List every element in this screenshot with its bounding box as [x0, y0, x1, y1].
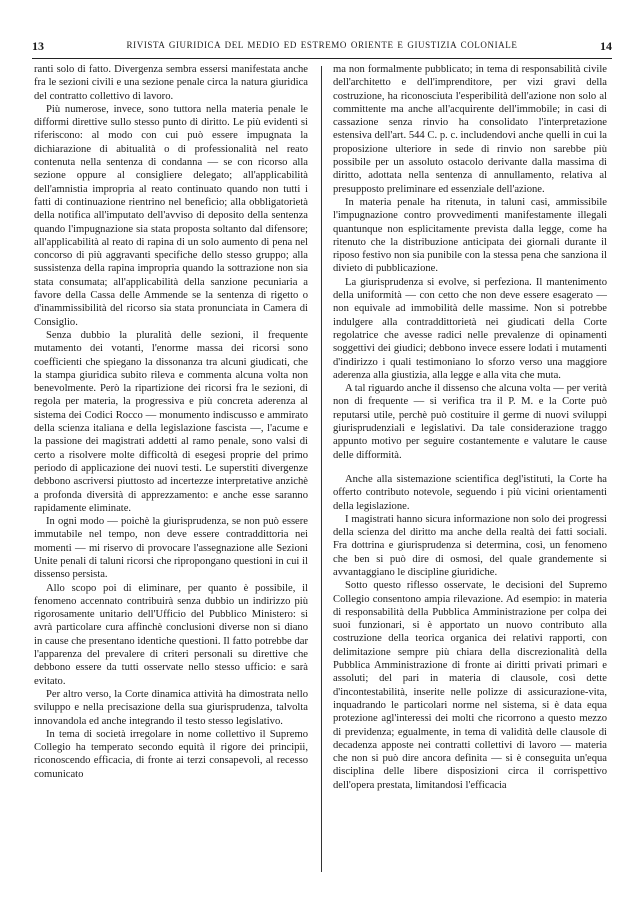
paragraph: In ogni modo — poichè la giurisprudenza, se non può essere immutabile nel tempo, non deve essere contraddittoria nei momenti — mi riservo di provocare l'assegnazione alle Sezioni Unite penali di taluni ricorsi che ripropongano questioni in cui il dissenso persista. — [34, 516, 308, 581]
paragraph: ma non formalmente pubblicato; in tema di responsabilità civile dell'architetto e dell'imprenditore, per vizi gravi della costruzione, ha riconosciuta l'esperibilità dell'azione non solo al committente ma anche all'acquirente dell'immobile; in casi di cassazione senza rinvio ha consolidato l'interpretazione estensiva dell'art. 544 C. p. c. includendovi anche quelli in cui la proposizione ulteriore in sede di rinvio non sarebbe più possibile per un assoluto ostacolo derivante dalla massima di diritto, adottata nella sentenza di annullamento, relativa al presupposto preliminare ed essenziale dell'azione. — [333, 64, 607, 195]
paragraph: Sotto questo riflesso osservate, le decisioni del Supremo Collegio consentono ampia rilevazione. Ad esempio: in materia di responsabilità della Pubblica Amministrazione per colpa dei suoi funzionari, si è apportato un nuovo contributo alla costruzione della teorica organica dei relativi rapporti, con delimitazione sempre più chiara della discrezionalità della Pubblica Amministrazione di fronte ai diritti privati primari e assoluti; del pari in materia di clausole, così dette d'incontestabilità, inserite nelle polizze di assicurazione-vita, inquadrando le particolari norme nel sistema, si è data equa protezione agl'interessi dei molti che ricorrono a questo mezzo di previdenza; egualmente, in tema di validità delle clausole di decadenza apposte nei contratti collettivi di lavoro — materia che non si può dire ancora definita — si è conseguita un'equa disciplina delle libere disposizioni circa il corrispettivo dell'opera prestata, limitandosi l'efficacia — [333, 580, 607, 791]
right-column — [333, 63, 607, 883]
paragraph: Allo scopo poi di eliminare, per quanto è possibile, il fenomeno accennato contribuirà senza dubbio un indirizzo più rigorosamente unitario dell'Ufficio del Pubblico Ministero: si avrà particolare cura affinchè conclusioni diverse non si diano in cause che presentano identiche questioni. Il fatto potrebbe dar l'apparenza del prevalere di criteri personali su direttive che debbono essere da tutti osservate nello stesso ufficio: e sarà evitato. — [34, 582, 308, 687]
left-column — [34, 63, 308, 883]
paragraph: Più numerose, invece, sono tuttora nella materia penale le difformi direttive sullo stesso punto di diritto. Le più evidenti si riferiscono: al modo con cui può essere impugnata la dichiarazione di abitualità o di professionalità nel reato contenuta nella sentenza di condanna — se con ricorso alla sezione oppure al consigliere delegato; all'applicabilità dell'amnistia impropria al reato continuato quando non tutti i fatti di continuazione rientrino nel beneficio; alla obbligatorietà della notifica all'imputato dell'avviso di deposito della sentenza quando l'impugnazione sia stata proposta soltanto dal difensore; all'applicabilità al reato di rapina di un solo aumento di pena nel concorso di più aggravanti specifiche dello stesso gruppo; alla sussistenza della rapina impropria quando la sottrazione non sia stata consumata; all'applicabilità della sanzione pecuniaria a favore della Cassa delle Ammende se la sentenza di rigetto o d'inammissibilità del ricorso sia stata pronunciata in Camera di Consiglio. — [34, 103, 308, 328]
header-rule — [32, 58, 612, 59]
page-header — [32, 39, 612, 55]
paragraph: Per altro verso, la Corte dinamica attività ha dimostrata nello sviluppo e nella precisazione della sua giurisprudenza, talvolta innovandola ed anche integrando il testo stesso legislativo. — [34, 688, 308, 727]
paragraph: ranti solo di fatto. Divergenza sembra essersi manifestata anche fra le sezioni civili e una sezione penale circa la natura giuridica del contratto collettivo di lavoro. — [34, 64, 308, 102]
page-number-right: 14 — [600, 39, 612, 53]
paragraph: In materia penale ha ritenuta, in taluni casi, ammissibile l'impugnazione contro provvedimenti manifestamente illegali quantunque non esplicitamente prevista dalla legge, come ha ritenuto che la distribuzione anticipata dei giornali durante il riposo festivo non sia punibile con la stessa pena che sanziona il divieto di pubblicazione. — [333, 196, 607, 275]
paragraph: La giurisprudenza si evolve, si perfeziona. Il mantenimento della uniformità — con cetto che non deve essere esagerato — non equivale ad immobilità delle massime. Non si potrebbe indulgere alla contraddittorietà nei giudicati della Corte regolatrice che avesse radici nelle prevalenze di opinamenti soggettivi dei giudici; debbono invece essere lodati i mutamenti d'indirizzo i quali testimoniano lo sforzo verso una maggiore aderenza alla giustizia, alla legge e alla vita che muta. — [333, 276, 607, 381]
paragraph: Anche alla sistemazione scientifica degl'istituti, la Corte ha offerto contributo notevole, seguendo i più vicini orientamenti della legislazione. — [333, 473, 607, 512]
column-divider — [321, 66, 322, 872]
paragraph: Senza dubbio la pluralità delle sezioni, il frequente mutamento dei votanti, l'enorme massa dei ricorsi sono coefficienti che spiegano la dissonanza tra alcuni giudicati, che la stampa giuridica subito rileva e commenta alcuna volta non benevolmente. Però la ripartizione dei ricorsi fra le sezioni, di regola per materia, la progressiva e più concreta aderenza al sistema dei Codici Rocco — monumento indiscusso e ammirato della scienza italiana e della legislazione fascista —, l'acume e la passione dei magistrati addetti al ramo penale, sono valsi di certo a risolvere molte difficoltà di esegesi proprie del primo periodo di applicazione dei nuovi testi. Le superstiti divergenze debbono ascriversi piuttosto ad incertezze interpretative anzichè a profonda diversità di apprezzamento: e anche esse saranno rapidamente eliminate. — [34, 329, 308, 514]
page-number-left: 13 — [32, 39, 44, 53]
paragraph: In tema di società irregolare in nome collettivo il Supremo Collegio ha temperato secondo equità il rigore dei principii, riconoscendo efficacia, di fronte ai terzi consapevoli, al recesso comunicato — [34, 728, 308, 780]
paragraph: I magistrati hanno sicura informazione non solo dei progressi della scienza del diritto ma anche della realtà dei fatti sociali. Fra dottrina e giurisprudenza si determina, così, un fenomeno che ben si può dire di osmosi, del quale grandemente si avvantaggiano le discipline giuridiche. — [333, 513, 607, 578]
paragraph: A tal riguardo anche il dissenso che alcuna volta — per verità non di frequente — si verifica tra il P. M. e la Corte può reputarsi utile, perchè può costituire il germe di nuovi sviluppi giurisprudenziali e legislativi. Da tale considerazione traggo appunto motivo per seguire costantemente e valutare le cause delle difformità. — [333, 383, 607, 461]
running-title: RIVISTA GIURIDICA DEL MEDIO ED ESTREMO ORIENTE E GIUSTIZIA COLONIALE — [126, 40, 518, 50]
